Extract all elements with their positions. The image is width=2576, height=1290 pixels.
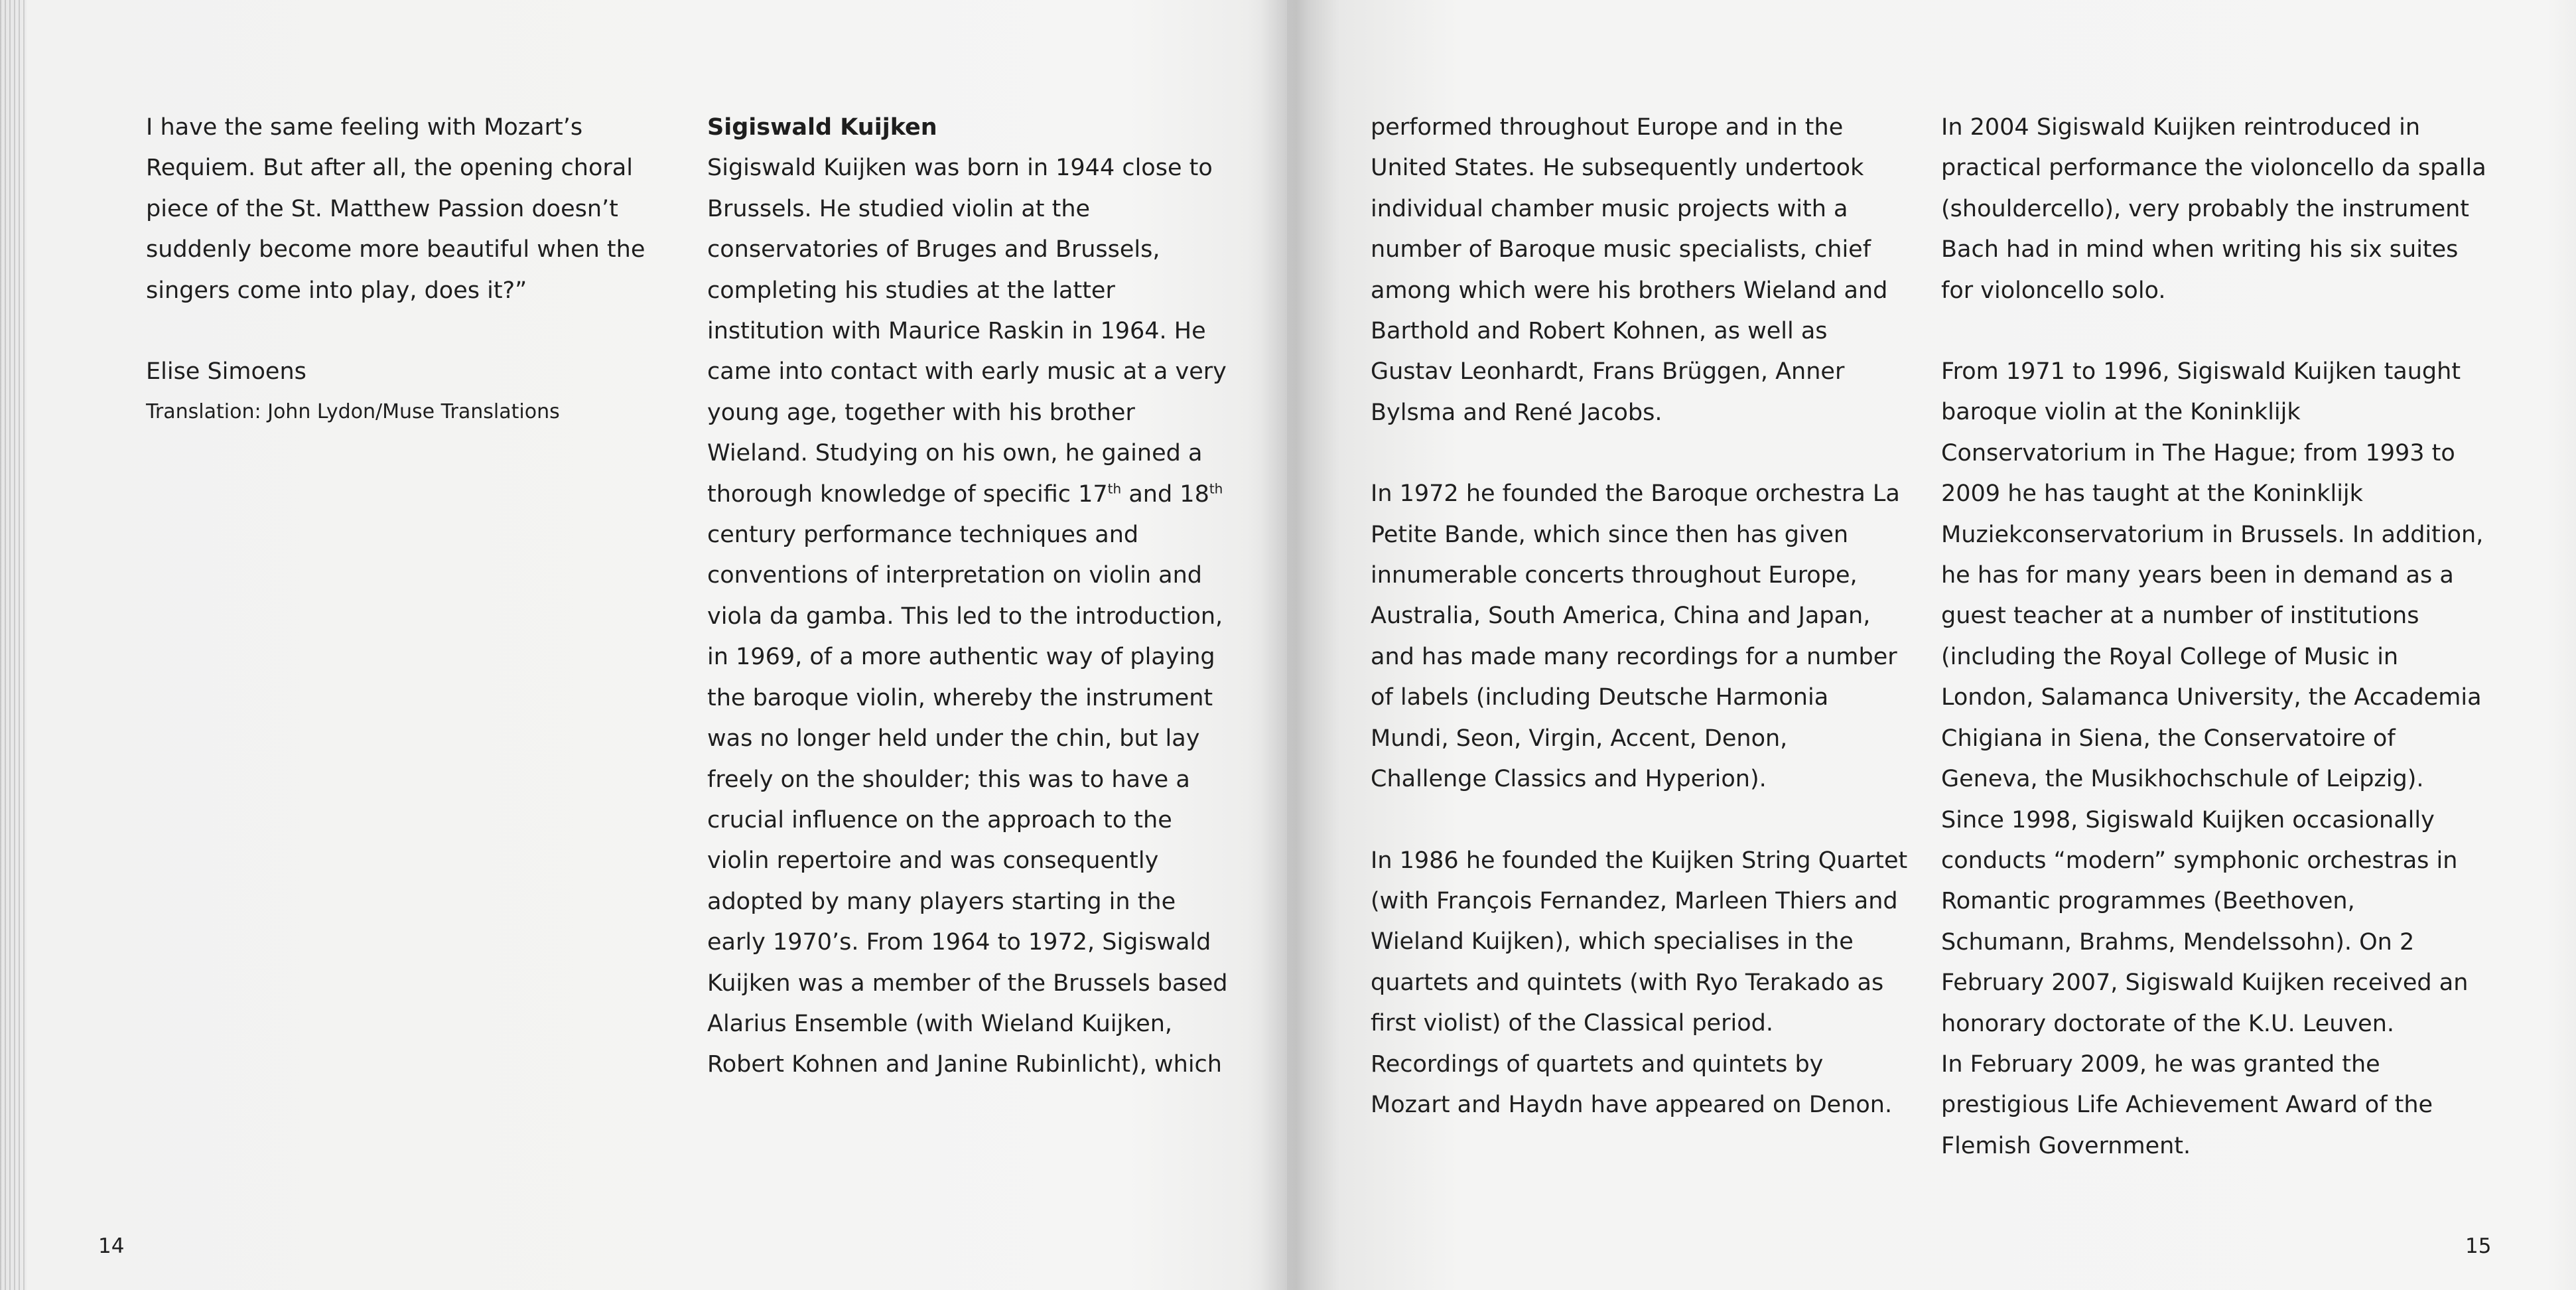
bio-text-part-1: Sigiswald Kuijken was born in 1944 close to Brussels. He studied violin at the conservatories of Bruges and Brussels, completing his studies at the latter institution with Maurice Raskin in 1964. He came into contact with early music at a very young age, together with his brother Wieland. Studying on his own, he gained a thorough knowledge of specific 17 [707, 155, 1227, 508]
biography-paragraph-2: performed throughout Europe and in the United States. He subsequently undertook individual chamber music projects with a number of Baroque music specialists, chief among which were his brothers Wieland and Barthold and Robert Kohnen, as well as Gustav Leonhardt, Frans Brüggen, Anner Bylsma and René Jacobs. [1371, 114, 1888, 426]
ordinal-suffix-1: th [1107, 480, 1122, 496]
biography-paragraph-3: In 1972 he founded the Baroque orchestra La Petite Bande, which since then has given innumerable concerts throughout Europe, Australia, South America, China and Japan, and has made many recordings for a number of labels (including Deutsche Harmonia Mundi, Seon, Virgin, Accent, Denon, Challenge Classics and Hyperion). [1371, 480, 1900, 793]
biography-paragraph-8: In February 2009, he was granted the prestigious Life Achievement Award of the Flemish Government. [1941, 1050, 2433, 1159]
page-number-right: 15 [2465, 1234, 2492, 1258]
biography-paragraph-4: In 1986 he founded the Kuijken String Quartet (with François Fernandez, Marleen Thiers and Wieland Kuijken), which specialises in the quartets and quintets (with Ryo Terakado as first violist) of the Classical period. Recordings of quartets and quintets by Mozart and Haydn have appeared on Denon. [1371, 847, 1908, 1118]
quote-column [146, 107, 650, 432]
biography-heading: Sigiswald Kuijken [707, 114, 937, 141]
page-number-left: 14 [98, 1234, 125, 1258]
bio-text-part-3: century performance techniques and conventions of interpretation on violin and viola da gamba. This led to the introduction, in 1969, of a more authentic way of playing the baroque violin, whereby the instrument was no longer held under the chin, but lay freely on the shoulder; this was to have a crucial influence on the approach to the violin repertoire and was consequently adopted by many players starting in the early 1970’s. From 1964 to 1972, Sigiswald Kuijken was a member of the Brussels based Alarius Ensemble (with Wieland Kuijken, Robert Kohnen and Janine Rubinlicht), which [707, 522, 1228, 1078]
biography-paragraph-1 [707, 148, 1238, 1085]
bio-text-part-2: and 18 [1121, 480, 1209, 508]
biography-paragraph-7: Since 1998, Sigiswald Kuijken occasionally conducts “modern” symphonic orchestras in Romantic programmes (Beethoven, Schumann, Brahms, Mendelssohn). On 2 February 2007, Sigiswald Kuijken received an honorary doctorate of the K.U. Leuven. [1941, 806, 2469, 1037]
biography-paragraph-6: From 1971 to 1996, Sigiswald Kuijken taught baroque violin at the Koninklijk Conservatorium in The Hague; from 1993 to 2009 he has taught at the Koninklijk Muziekconservatorium in Brussels. In addition, he has for many years been in demand as a guest teacher at a number of institutions (including the Royal College of Music in London, Salamanca University, the Accademia Chigiana in Siena, the Conservatoire of Geneva, the Musikhochschule of Leipzig). [1941, 358, 2484, 793]
biography-column-2 [1371, 107, 1908, 1125]
page-edge [0, 0, 27, 1290]
biography-column-1 [707, 107, 1238, 1086]
ordinal-suffix-2: th [1209, 480, 1223, 496]
biography-paragraph-5: In 2004 Sigiswald Kuijken reintroduced in practical performance the violoncello da spalla (shouldercello), very probably the instrument Bach had in mind when writing his six suites for violoncello solo. [1941, 114, 2486, 304]
interview-quote: I have the same feeling with Mozart’s Requiem. But after all, the opening choral piece of the St. Matthew Passion doesn’t suddenly become more beautiful when the singers come into play, does it?” [146, 114, 645, 304]
right-page [1287, 0, 2576, 1290]
translation-credit: Translation: John Lydon/Muse Translations [146, 400, 560, 424]
book-spine-shadow [1260, 0, 1340, 1290]
quote-author: Elise Simoens [146, 358, 306, 386]
biography-column-3 [1941, 107, 2492, 1167]
left-page [0, 0, 1287, 1290]
